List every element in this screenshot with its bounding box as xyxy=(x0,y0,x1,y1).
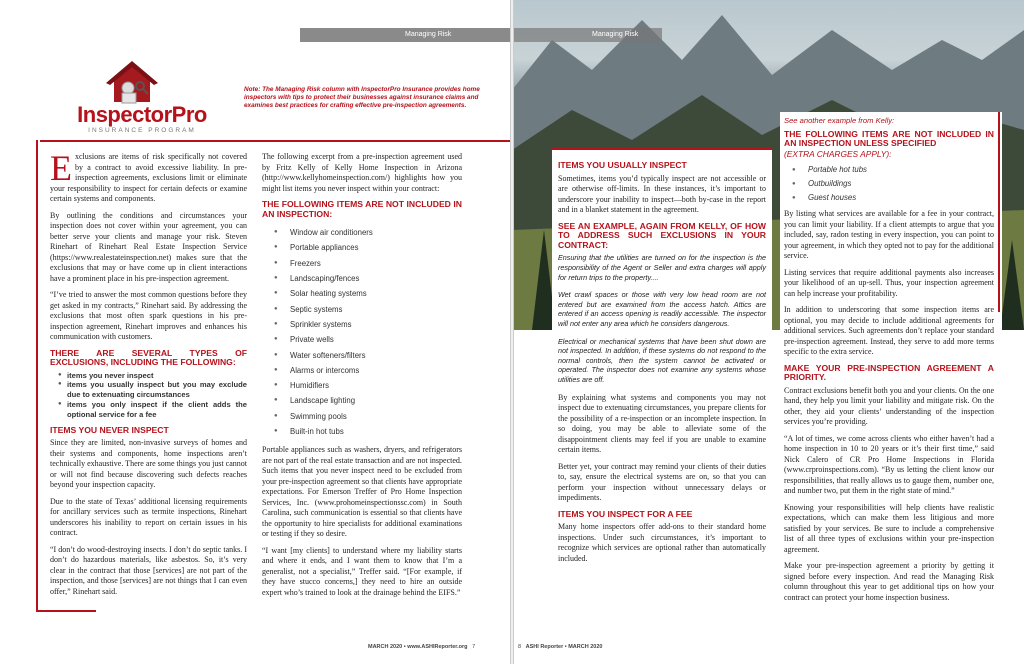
list-item: ● Outbuildings xyxy=(792,177,994,191)
list-item: ● Solar heating systems xyxy=(274,286,462,301)
section-heading: THE FOLLOWING ITEMS ARE NOT INCLUDED IN AN INSPECTION UNLESS SPECIFIED xyxy=(784,128,994,149)
list-item: ● items you usually inspect but you may exclude due to extenuating circumstances xyxy=(58,380,247,400)
section-tag: Managing Risk xyxy=(405,31,452,38)
box-top-rule xyxy=(552,148,772,150)
paragraph: By explaining what systems and components you may not inspect due to extenuating circumstances, you prepare clients for the possibility of a re-inspection or an incomplete inspection. In so doing, you may be able to alleviate some of the disappointment clients may feel if you are unable to examine certain items. xyxy=(558,392,766,454)
section-subheading: (EXTRA CHARGES APPLY): xyxy=(784,148,892,159)
list-item: ● Swimming pools xyxy=(274,409,462,424)
top-divider xyxy=(40,140,512,142)
paragraph: By listing what services are available for a fee in your contract, you can limit your liability. If a client attempts to argue that you included, say, radon testing in every inspection, you can point to your agreement, in which they opted not to pay for the additional service. xyxy=(784,209,994,261)
example-text: Ensuring that the utilities are turned on for the inspection is the responsibility of the Agent or Seller and extra charges will apply for return trips to the property.... xyxy=(558,253,766,282)
section-tag-bar xyxy=(300,28,512,42)
paragraph: Such items that you never inspect need to be excluded from your pre-inspection agreement so that clients have appropriate expectations. For Emerson Treffer of Pro Home Inspection Services, Inc. (www.prohomeinspectionssc.com) in South Carolina, such communication is essential so that clients have the opportunity to hire specialists for additional examinations or testing if they so desire. xyxy=(262,466,462,539)
paragraph: Portable appliances such as washers, dryers, and refrigerators are not part of the real estate transaction and are not inspected. xyxy=(262,445,462,465)
section-heading: ITEMS YOU USUALLY INSPECT xyxy=(558,160,687,170)
right-page xyxy=(512,0,1024,664)
paragraph: In addition to underscoring that some inspection items are optional, you may decide to include additional agreements for additional services. Such agreements don’t replace your standard pre-inspection agreement. Instead, they serve to add more terms specific to the extra service. xyxy=(784,305,994,357)
paragraph: “I want [my clients] to understand where my liability starts and where it ends, and I want them to know that I’m a generalist, not a specialist,” Treffer said. “[For example, if they have stucco concerns,] they need to hire an outside expert who’s trained to look at the drainage behind the EIFS.” xyxy=(262,545,462,597)
paragraph: Many home inspectors offer add-ons to their standard home inspections. Under such circumstances, it’s important to recognize which services are optional rather than automatically included. xyxy=(558,522,766,563)
section-heading: THE FOLLOWING ITEMS ARE NOT INCLUDED IN AN INSPECTION: xyxy=(262,199,462,219)
example-intro: See another example from Kelly: xyxy=(784,116,895,125)
inspectorpro-logo xyxy=(62,58,222,138)
list-item: ● Private wells xyxy=(274,332,462,347)
right-column-1-box xyxy=(552,148,772,608)
list-item: ● Water softeners/filters xyxy=(274,348,462,363)
section-heading: ITEMS YOU INSPECT FOR A FEE xyxy=(558,508,693,519)
excluded-items-list xyxy=(274,225,462,439)
footer-text: MARCH 2020 • www.ASHIReporter.org xyxy=(368,644,468,650)
right-column-1 xyxy=(558,156,766,570)
list-item: ● Landscaping/fences xyxy=(274,271,462,286)
left-footer xyxy=(368,644,475,650)
page-number: 8 xyxy=(518,644,522,650)
list-item: ● Portable appliances xyxy=(274,240,462,255)
paragraph: Better yet, your contract may remind your clients of their duties to, say, ensure the electrical systems are on, so that you can perform your inspection without unnecessary delays or impediments. xyxy=(558,461,766,502)
page-gutter xyxy=(510,0,514,664)
section-heading: THERE ARE SEVERAL TYPES OF EXCLUSIONS, INCLUDING THE FOLLOWING: xyxy=(50,347,247,368)
list-item: ● Built-in hot tubs xyxy=(274,424,462,439)
dropcap: E xyxy=(50,148,72,188)
list-item: ● Freezers xyxy=(274,256,462,271)
logo-wordmark: InspectorPro xyxy=(77,102,207,127)
paragraph: The following excerpt from a pre-inspection agreement used by Fritz Kelly of Kelly Home Inspection in Arizona (http://www.kellyhomeinspection.com/) highlights how you might list items you never inspect within your contract: xyxy=(262,152,462,193)
paragraph: Contract exclusions benefit both you and your clients. On the one hand, they help you limit your liability and mitigate risk. On the other, they aid your clients’ understanding of the inspection services you’re providing. xyxy=(784,385,994,427)
exclusion-types-list xyxy=(58,371,247,420)
section-heading: MAKE YOUR PRE-INSPECTION AGREEMENT A PRIORITY. xyxy=(784,362,994,383)
paragraph: Due to the state of Texas’ additional licensing requirements for ancillary services such as termite inspections, Rinehart underscores his inability to report on certain issues in his contract. xyxy=(50,496,247,538)
left-column-1 xyxy=(50,148,247,603)
list-item: ● Septic systems xyxy=(274,302,462,317)
column-note: Note: The Managing Risk column with InspectorPro Insurance provides home inspectors with tips to protect their businesses against insurance claims and examines best practices for crafting effective pre-inspection agreements. xyxy=(244,86,480,109)
fee-items-list xyxy=(792,163,994,205)
example-text: Wet crawl spaces or those with very low head room are not entered but are examined from the access hatch. Attics are entered if an access opening is readily accessible. The inspector will not enter any area which he considers dangerous. xyxy=(558,290,766,328)
section-heading: ITEMS YOU NEVER INSPECT xyxy=(50,424,169,435)
example-text: Electrical or mechanical systems that have been shut down are not inspected. In addition, if these systems do not respond to the normal controls, then the system cannot be activated or operated. The inspector does not examine any systems whose utilities are off. xyxy=(558,336,766,384)
paragraph: “I’ve tried to answer the most common questions before they get asked in my contracts,” Rinehart said. By addressing the exclusions that most often spark questions in his pre-inspection agreement, Rinehart improves and enhances his communication with customers. xyxy=(50,290,247,341)
paragraph: “A lot of times, we come across clients who either haven’t had a home inspection in 10 to 20 years or it’s their first time,” said Nick Calero of CR Pro Home Inspections in Florida (www.crproinspections.com). “By us letting the client know our responsibilities, that really allows us to gauge them, number one, and number two, put them in the right state of mind.” xyxy=(784,433,994,496)
list-item: ● items you only inspect if the client adds the optional service for a fee xyxy=(58,400,247,420)
list-item: ● Portable hot tubs xyxy=(792,163,994,177)
left-column-2 xyxy=(262,152,462,604)
right-footer xyxy=(518,644,602,650)
list-item: ● Landscape lighting xyxy=(274,393,462,408)
paragraph: Since they are limited, non-invasive surveys of homes and their systems and components, home inspections aren’t technically exhaustive. There are some things you just cannot or will not find because discovering such defects reaches beyond your inspection capacity. xyxy=(50,438,247,490)
paragraph: Listing services that require additional payments also increases your likelihood of an up-sell. Thus, your inspection agreement can help increase your profitability. xyxy=(784,267,994,298)
list-item: ● Alarms or intercoms xyxy=(274,363,462,378)
list-item: ● Humidifiers xyxy=(274,378,462,393)
paragraph: By outlining the conditions and circumstances your inspection does not cover within your agreement, you can better serve your clients and manage your risk. Steven Rinehart of Rinehart Real Estate Inspection Service (https://www.realestateinspection.net) makes sure that the exclusions that may or have come up in client interactions have a prominent place in his pre-inspection agreement. xyxy=(50,210,247,283)
logo-subtitle: INSURANCE PROGRAM xyxy=(88,127,196,134)
paragraph: “I don’t do wood-destroying insects. I don’t do septic tanks. I don’t do hazardous materials, like asbestos. So, it’s very clear in the contract that those [services] are not part of the inspection, and those [services] are not things that I can even offer,” Rinehart said. xyxy=(50,544,247,596)
section-tag: Managing Risk xyxy=(592,31,639,38)
list-item: ● items you never inspect xyxy=(58,371,247,381)
paragraph: Knowing your responsibilities will help clients have realistic expectations, which can make them less litigious and more satisfied by your services. Be sure to include a comprehensive list of all three types of exclusions within your pre-inspection agreement. xyxy=(784,502,994,554)
right-column-2 xyxy=(784,116,994,609)
list-item: ● Window air conditioners xyxy=(274,225,462,240)
right-column-2-box xyxy=(780,112,1002,608)
list-item: ● Guest houses xyxy=(792,191,994,205)
footer-text: ASHI Reporter • MARCH 2020 xyxy=(525,644,603,650)
paragraph: Sometimes, items you’d typically inspect are not accessible or are otherwise off-limits. In these instances, it’s important to underscore your inability to inspect—both by-case in the report and in a blanket statement in the agreement. xyxy=(558,173,766,215)
right-margin-rule xyxy=(998,112,1000,312)
section-heading: SEE AN EXAMPLE, AGAIN FROM KELLY, OF HOW TO ADDRESS SUCH EXCLUSIONS IN YOUR CONTRACT: xyxy=(558,220,766,250)
page-number: 7 xyxy=(472,644,476,650)
left-margin-rule xyxy=(36,140,38,610)
section-tag-bar xyxy=(512,28,662,42)
bottom-rule xyxy=(36,610,96,612)
intro-paragraph: xclusions are items of risk specifically not covered by a contract to avoid excessive liability. In pre-inspection agreements, exclusions limit or eliminate your responsibility to inspect for certain defects or examine certain systems and components. xyxy=(50,152,247,203)
list-item: ● Sprinkler systems xyxy=(274,317,462,332)
paragraph: Make your pre-inspection agreement a priority by getting it signed before every inspection. And read the Managing Risk column throughout this year to get additional tips on how your contract can protect your home inspection business. xyxy=(784,561,994,602)
